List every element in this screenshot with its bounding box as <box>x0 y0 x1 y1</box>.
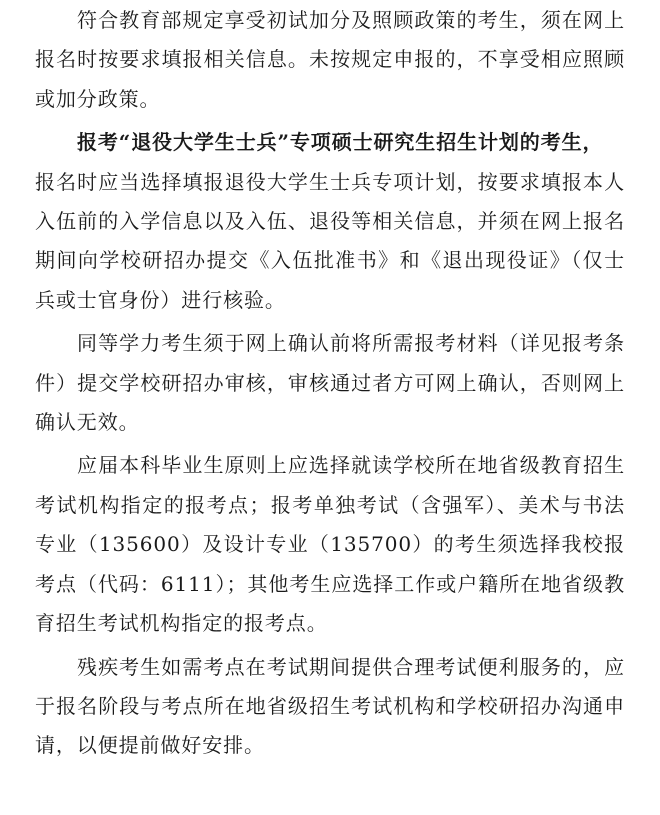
paragraph-exam-site-selection: 应届本科毕业生原则上应选择就读学校所在地省级教育招生考试机构指定的报考点；报考单独考试（含强军）、美术与书法专业（135600）及设计专业（135700）的考生须选择我校报考点（代码：6111）；其他考生应选择工作或户籍所在地省级教育招生考试机构指定的报考点。 <box>35 453 625 636</box>
paragraph-disability-accommodation: 残疾考生如需考点在考试期间提供合理考试便利服务的，应于报名阶段与考点所在地省级招生考试机构和学校研招办沟通申请，以便提前做好安排。 <box>35 654 625 758</box>
paragraph-veteran-plan-heading: 报考“退役大学生士兵”专项硕士研究生招生计划的考生， <box>77 130 604 155</box>
paragraph-equivalent-education: 同等学力考生须于网上确认前将所需报考材料（详见报考条件）提交学校研招办审核，审核通过者方可网上确认，否则网上确认无效。 <box>35 331 625 435</box>
paragraph-bonus-points-policy: 符合教育部规定享受初试加分及照顾政策的考生，须在网上报名时按要求填报相关信息。未按规定申报的，不享受相应照顾或加分政策。 <box>35 8 625 111</box>
document-body <box>35 0 625 766</box>
paragraph-veteran-plan-details: 报名时应当选择填报退役大学生士兵专项计划，按要求填报本人入伍前的入学信息以及入伍、退役等相关信息，并须在网上报名期间向学校研招办提交《入伍批准书》和《退出现役证》（仅士兵或士官身份）进行核验。 <box>35 169 625 312</box>
